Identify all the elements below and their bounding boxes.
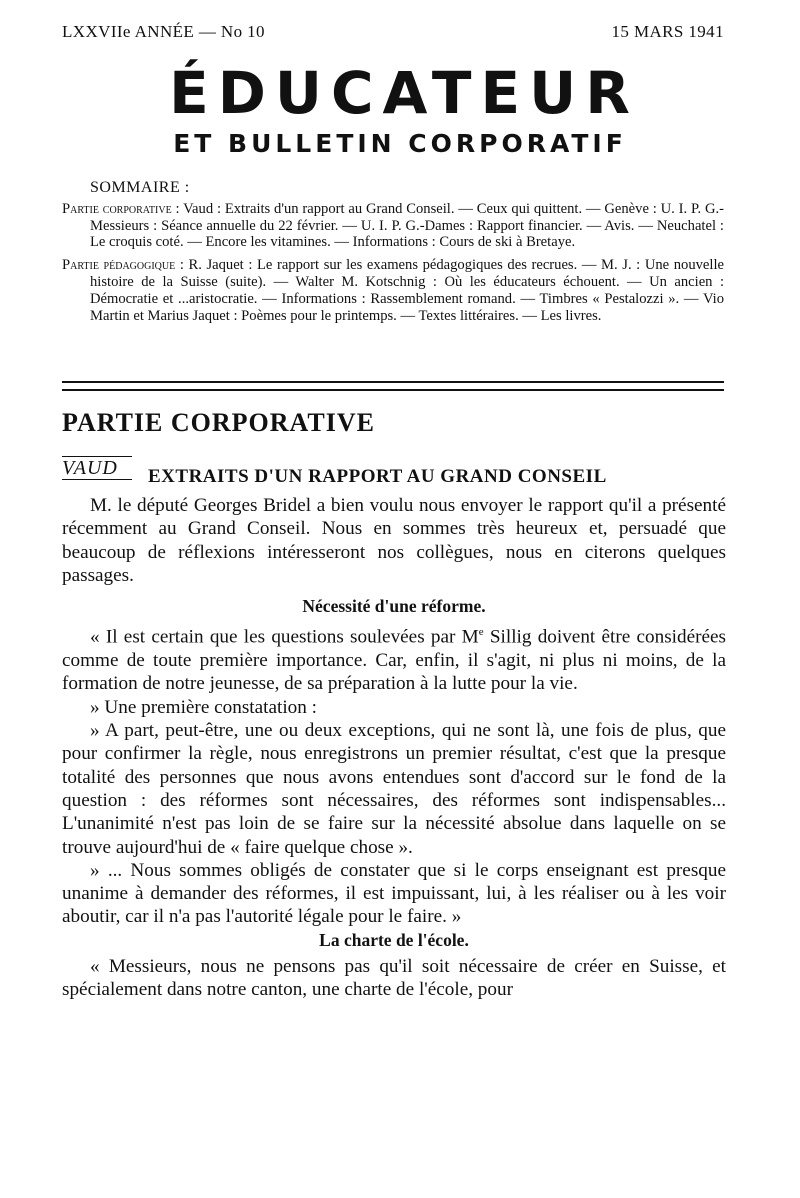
table-of-contents <box>62 180 724 330</box>
toc-corporative <box>62 201 724 251</box>
paragraph-1-start: « Il est certain que les questions soulevées par M <box>90 626 479 648</box>
toc-corporative-lead: Partie corporative <box>62 200 172 217</box>
masthead <box>0 60 800 160</box>
journal-subtitle: ET BULLETIN CORPORATIF <box>173 129 627 158</box>
intro-paragraph: M. le député Georges Bridel a bien voulu nous envoyer le rapport qu'il a présenté récemment au Grand Conseil. Nous en sommes très heureux et, persuadé que beaucoup de réflexions intéresseront nos collègues, nous en citerons quelques passages. <box>62 495 726 586</box>
toc-pedagogique-text: : R. Jaquet : Le rapport sur les examens pédagogiques des recrues. — M. J. : Une nouvelle histoire de la Suisse (suite). — Walter M. Kotschnig : Où les éducateurs échouent. — Un ancien : Démocratie et ...aristocratie. — Informations : Rassemblement romand. — Timbres « Pestalozzi ». — Vio Martin et Marius Jaquet : Poèmes pour le printemps. — Textes littéraires. — Les livres. <box>90 257 724 324</box>
article-body <box>62 494 726 1002</box>
issue-line <box>62 22 724 42</box>
paragraph-4: » ... Nous sommes obligés de constater que si le corps enseignant est presque unanime à demander des réformes, il est impuissant, lui, à les réaliser ou à les voir aboutir, car il n'a pas l'autorité légale pour le faire. » <box>62 859 726 928</box>
issue-date: 15 MARS 1941 <box>611 22 724 41</box>
paragraph-1 <box>62 621 726 695</box>
toc-pedagogique <box>62 257 724 324</box>
canton-label: VAUD <box>62 456 132 480</box>
paragraph-1-sup: e <box>478 626 484 639</box>
subheading-reforme: Nécessité d'une réforme. <box>302 596 486 617</box>
toc-corporative-text: : Vaud : Extraits d'un rapport au Grand Conseil. — Ceux qui quittent. — Genève : U. I. P. G.-Messieurs : Séance annuelle du 22 février. — U. I. P. G.-Dames : Rapport financier. — Avis. — Neuchatel : Le croquis coté. — Encore les vitamines. — Informations : Cours de ski à Bretaye. <box>90 200 725 251</box>
toc-pedagogique-lead: Partie pédagogique <box>62 257 176 274</box>
paragraph-3: » A part, peut-être, une ou deux exceptions, qui ne sont là, une fois de plus, que pour confirmer la règle, nous enregistrons un premier résultat, c'est que la presque totalité des personnes que nous avons entendues sont d'accord sur le fond de la question : des réformes sont nécessaires, des réformes sont indispensables... L'unanimité n'est pas loin de se faire sur la nécessité absolue dans laquelle on se trouve aujourd'hui de « faire quelque chose ». <box>62 720 726 858</box>
subheading-charte: La charte de l'école. <box>319 929 469 950</box>
paragraph-1-end: Sillig doivent être considérées comme de toute première importance. Car, enfin, il s'agit, ni plus ni moins, de la formation de notre jeunesse, de sa préparation à la lutte pour la vie. <box>62 626 726 695</box>
journal-title: ÉDUCATEUR <box>169 59 639 127</box>
toc-heading: SOMMAIRE : <box>90 179 190 196</box>
section-title: PARTIE CORPORATIVE <box>62 408 375 437</box>
double-rule-divider <box>62 381 724 391</box>
paragraph-5: « Messieurs, nous ne pensons pas qu'il soit nécessaire de créer en Suisse, et spécialement dans notre canton, une charte de l'école, pour <box>62 956 726 1001</box>
issue-number: LXXVIIe ANNÉE — No 10 <box>62 22 265 41</box>
article-title: EXTRAITS D'UN RAPPORT AU GRAND CONSEIL <box>148 466 607 487</box>
paragraph-2: » Une première constatation : <box>90 696 317 718</box>
